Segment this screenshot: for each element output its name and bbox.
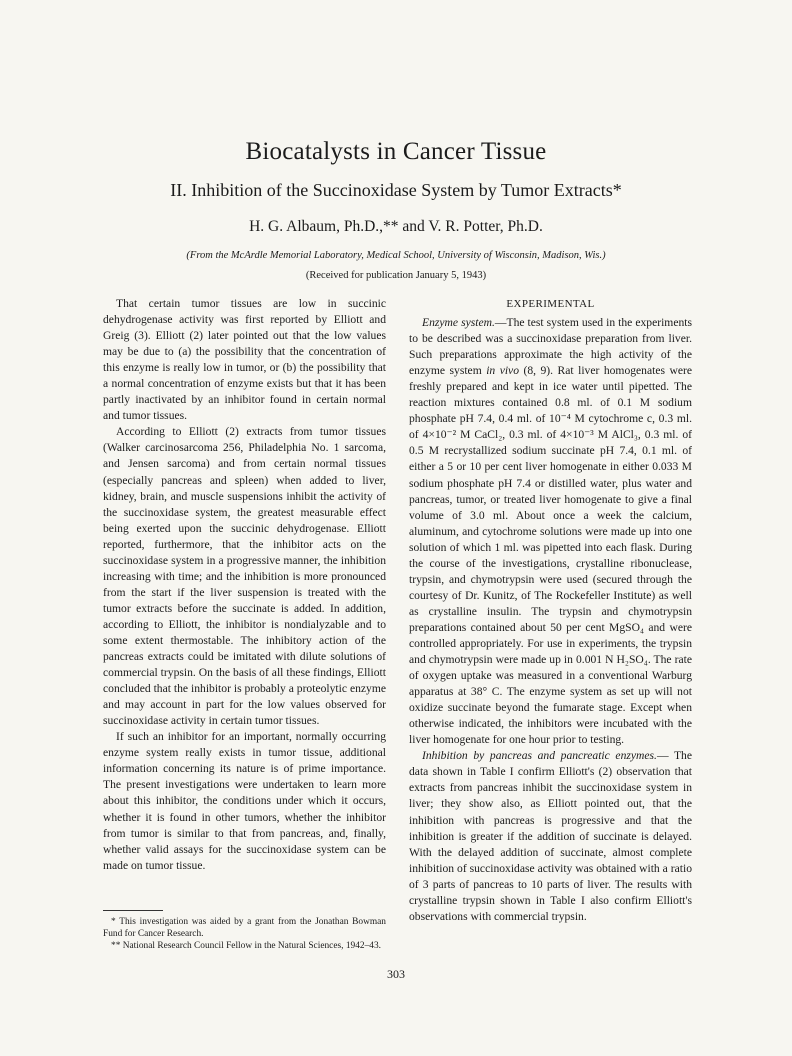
footnote-rule [103, 910, 163, 911]
enzyme-system-text-b: (8, 9). Rat liver homogenates were freshly prepared and kept in ice water until pipetted. The reaction mixtures contained 0.8 ml. of 0.1 M sodium phosphate pH 7.4, 0.4 ml. of 10⁻⁴ M cytochrome c, 0.3 ml. of 4×10⁻² M CaCl₂, 0.3 ml. of 4×10⁻³ M AlCl₃, 0.3 ml. of 0.5 M recrystallized sodium succinate pH 7.4, 0.1 ml. of either a 5 or 10 per cent liver homogenate in either 0.033 M sodium phosphate pH 7.4 or distilled water, plus water and pancreas, tumor, or treated liver homogenate to give a final volume of 3.0 ml. About once a week the calcium, aluminum, and cytochrome solutions were made up into one solution of which 1 ml. was pipetted into each flask. During the course of the investigations, crystalline ribonuclease, trypsin, and chymotrypsin were used (secured through the courtesy of Dr. Kunitz, of The Rockefeller Institute) as well as crystalline insulin. The trypsin and chymotrypsin preparations contained about 50 per cent MgSO₄ and were controlled appropriately. For use in experiments, the trypsin and chymotrypsin were made up in 0.001 N H₂SO₄. The rate of oxygen uptake was measured in a conventional Warburg apparatus at 38° C. The enzyme system as set up will not oxidize succinate beyond the fumarate stage. Except when otherwise indicated, the inhibitors were incubated with the liver homogenate for one hour prior to testing. [409, 364, 692, 747]
inhibition-text: — The data shown in Table I confirm Elliott's (2) observation that extracts from pancreas inhibit the succinoxidase system in liver; they show also, as Elliott pointed out, that the inhibition with pancreas is progressive and that the inhibition is greater if the addition of succinate is delayed. With the delayed addition of succinate, almost complete inhibition of succinoxidase activity was obtained with a ratio of 3 parts of pancreas to 10 parts of liver. The results with crystalline trypsin shown in Table I also confirm Elliott's observations with commercial trypsin. [409, 749, 692, 923]
right-column [409, 296, 692, 925]
in-vivo-term: in vivo [486, 364, 520, 378]
paper-title: Biocatalysts in Cancer Tissue [245, 138, 547, 165]
affiliation: (From the McArdle Memorial Laboratory, Medical School, University of Wisconsin, Madison, Wis.) [186, 250, 606, 261]
author-line: H. G. Albaum, Ph.D.,** and V. R. Potter, Ph.D. [249, 218, 543, 235]
intro-paragraph-1: That certain tumor tissues are low in succinic dehydrogenase activity was first reported by Elliott and Greig (3). Elliott (2) later pointed out that the low values may be due to (a) the possibility that the concentration of this enzyme is really low in tumor, or (b) the possibility that a normal concentration of enzyme exists but that it has been partly inactivated by an inhibitor found in certain normal and tumor tissues. [103, 297, 386, 423]
intro-paragraph-2: According to Elliott (2) extracts from tumor tissues (Walker carcinosarcoma 256, Philadelphia No. 1 sarcoma, and Jensen sarcoma) and from certain normal tissues (especially pancreas and spleen) when added to liver, kidney, brain, and muscle suspensions inhibit the activity of the succinoxidase system, the greatest measurable effect being exerted upon the succinic dehydrogenase. Elliott reported, furthermore, that the inhibitor acts on the succinoxidase system in a progressive manner, the inhibition increasing with time; and the inhibition is more pronounced from the start if the liver suspension is treated with the tumor extracts before the succinate is added. In addition, according to Elliott, the inhibitor is nondialyzable and to some extent thermostable. The inhibitory action of the pancreas extracts could be imitated with dilute solutions of commercial trypsin. On the basis of all these findings, Elliott concluded that the inhibitor is probably a proteolytic enzyme and may account in part for the low values observed for succinoxidase activity in certain tumor tissues. [103, 425, 386, 728]
enzyme-system-text-a: —The test system used in the experiments to be described was a succinoxidase preparation from liver. Such preparations approximate the high activity of the enzyme system [409, 316, 692, 378]
left-column [103, 296, 386, 874]
footnotes [103, 910, 386, 953]
intro-paragraph-3: If such an inhibitor for an important, normally occurring enzyme system really exists in tumor tissue, additional information concerning its nature is of prime importance. The present investigations were undertaken to learn more about this inhibitor, the conditions under which it occurs, whether it is found in other tumors, whether the inhibitor from tumor is similar to that from pancreas, and, finally, whether valid assays for the succinoxidase system can be made on tumor tissue. [103, 730, 386, 872]
section-heading-experimental: EXPERIMENTAL [506, 298, 595, 310]
received-date: (Received for publication January 5, 1943) [305, 270, 487, 281]
enzyme-system-paragraph [409, 315, 692, 748]
footnote-2: ** National Research Council Fellow in the Natural Sciences, 1942–43. [111, 941, 381, 952]
footnote-1: * This investigation was aided by a grant from the Jonathan Bowman Fund for Cancer Research. [103, 917, 386, 940]
inhibition-paragraph [409, 748, 692, 925]
page-number: 303 [387, 967, 405, 981]
paper-subtitle: II. Inhibition of the Succinoxidase System by Tumor Extracts* [170, 180, 622, 200]
inhibition-label: Inhibition by pancreas and pancreatic enzymes. [422, 749, 657, 763]
enzyme-system-label: Enzyme system. [422, 316, 495, 330]
